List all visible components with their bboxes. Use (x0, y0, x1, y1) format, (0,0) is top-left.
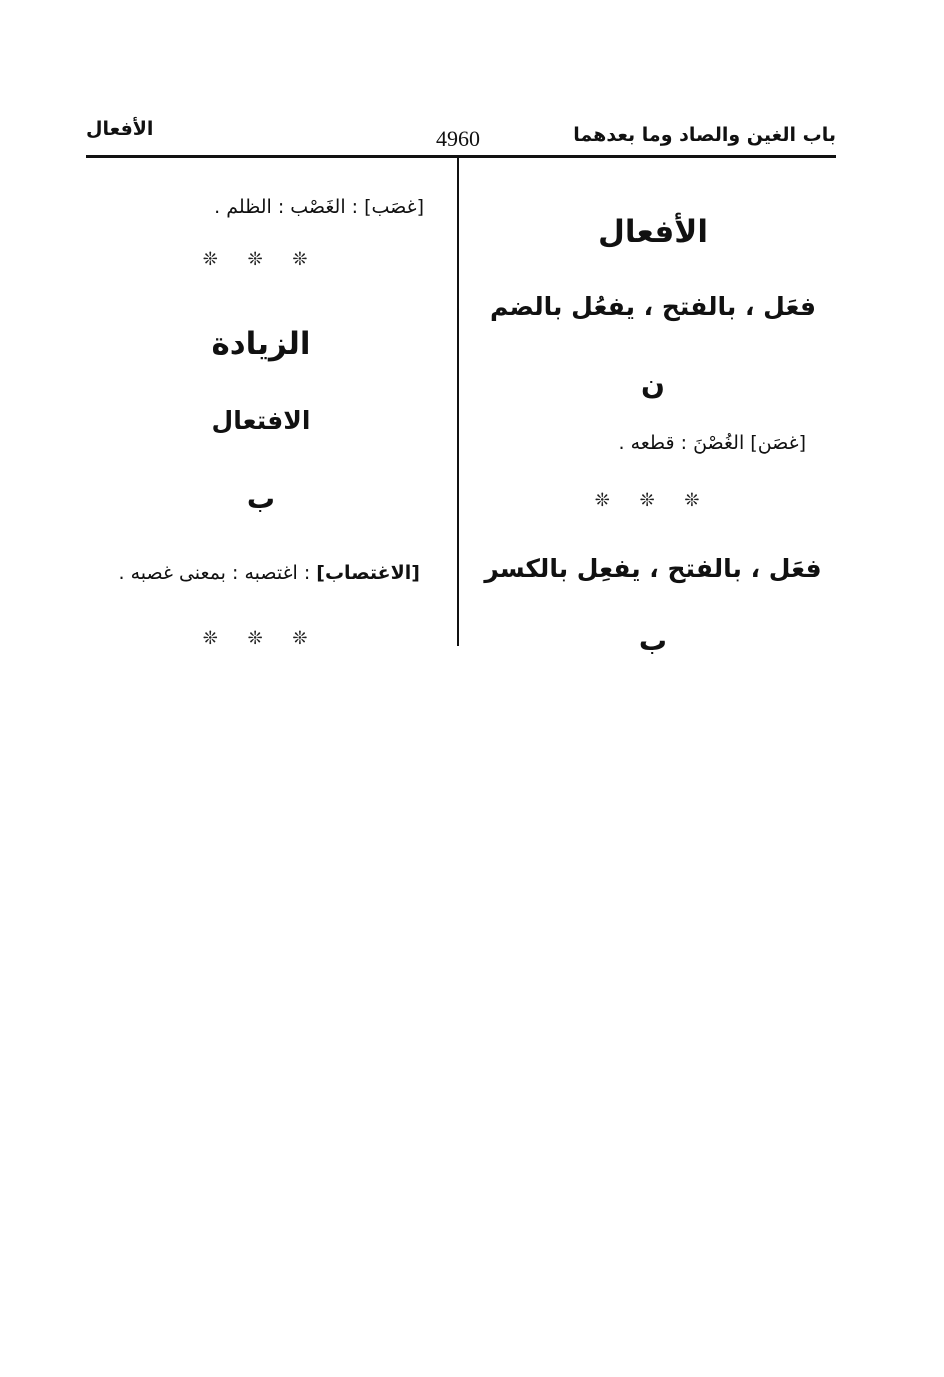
section-separator-stars: ❊ ❊ ❊ (202, 628, 320, 649)
entry-headword: [الاغتصاب] (316, 562, 420, 584)
right-column-title: الأفعال (597, 214, 709, 250)
column-divider (457, 158, 459, 646)
section-separator-stars: ❊ ❊ ❊ (594, 490, 712, 511)
letter-heading-1: ن (641, 368, 665, 401)
dictionary-entry-ightisab (86, 562, 420, 584)
form-heading: الافتعال (211, 406, 311, 435)
left-column-title: الزيادة (211, 326, 311, 362)
running-header-chapter: باب الغين والصاد وما بعدهما (573, 124, 836, 146)
header-rule (86, 155, 836, 158)
page-number: 4960 (436, 126, 480, 151)
dictionary-entry-ghasab: [غصَب] : الغَصْب : الظلم . (214, 196, 424, 218)
entry-definition: : اغتصبه : بمعنى غصبه . (118, 562, 317, 584)
letter-heading: ب (246, 482, 276, 515)
section-separator-stars: ❊ ❊ ❊ (202, 249, 320, 270)
letter-heading-2: ب (638, 624, 668, 657)
dictionary-entry-ghasan: [غصَن] الغُصْنَ : قطعه . (618, 432, 806, 454)
running-header-section: الأفعال (86, 118, 154, 140)
verb-pattern-heading-2: فعَل ، بالفتح ، يفعِل بالكسر (484, 554, 822, 583)
verb-pattern-heading-1: فعَل ، بالفتح ، يفعُل بالضم (490, 292, 816, 321)
